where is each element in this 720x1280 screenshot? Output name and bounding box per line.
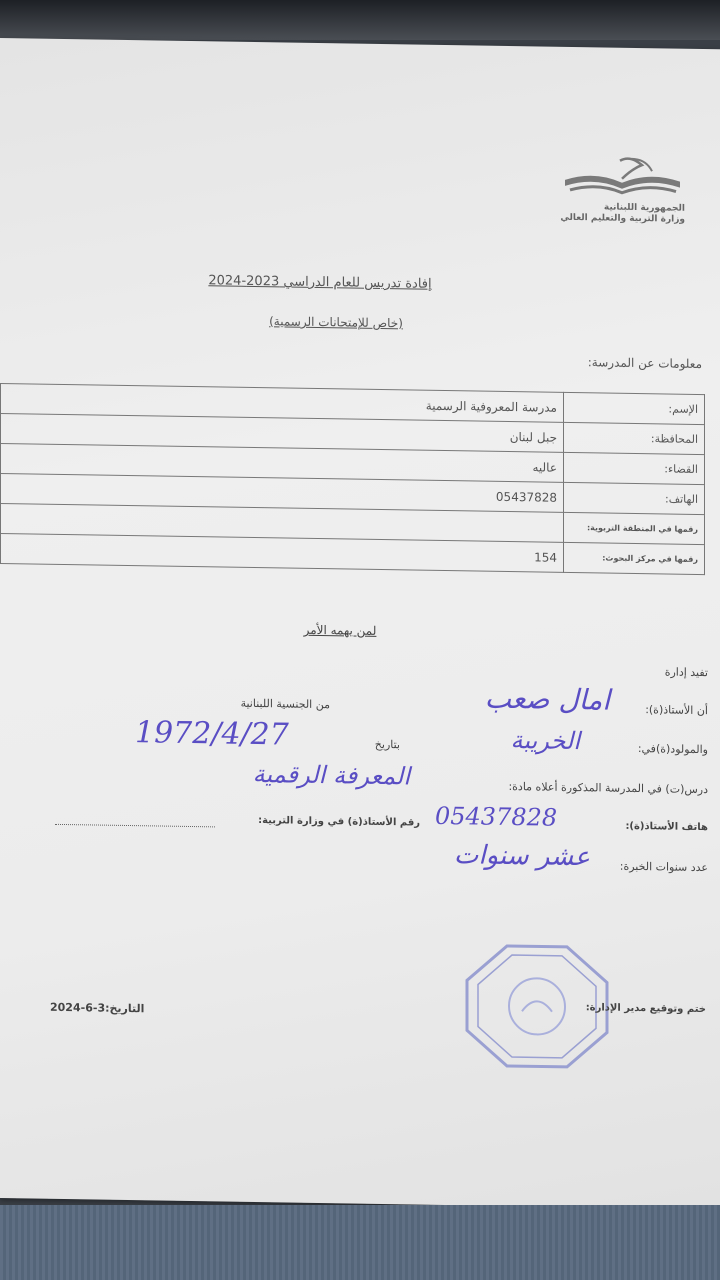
document-page xyxy=(0,38,720,1209)
nationality-text: من الجنسية اللبنانية xyxy=(240,696,330,712)
to-whom-heading: لمن يهمه الأمر xyxy=(303,622,377,638)
ministry-number-field xyxy=(55,824,215,828)
row-value: جبل لبنان xyxy=(1,414,564,453)
background-fabric xyxy=(0,1205,720,1280)
teacher-phone: 05437828 xyxy=(435,801,558,832)
school-info-table xyxy=(0,383,705,575)
background-top xyxy=(0,0,720,40)
subject: المعرفة الرقمية xyxy=(252,759,410,791)
experience-value: عشر سنوات xyxy=(453,840,590,873)
ministry-logo xyxy=(560,152,685,226)
issue-date: التاريخ:3-6-2024 xyxy=(50,1000,145,1016)
signature-label: ختم وتوقيع مدير الإدارة: xyxy=(585,1002,706,1016)
section-title: معلومات عن المدرسة: xyxy=(587,355,702,372)
republic-label: الجمهورية اللبنانية xyxy=(603,202,685,214)
row-value: 154 xyxy=(1,534,564,573)
row-label: المحافظة: xyxy=(564,422,705,454)
ministry-number-label: رقم الأستاذ(ة) في وزارة التربية: xyxy=(258,815,420,829)
row-label: رقمها في المنطقة التربوية: xyxy=(564,512,705,544)
experience-label: عدد سنوات الخبرة: xyxy=(619,859,708,875)
row-value: 05437828 xyxy=(1,474,564,513)
ministry-label: وزارة التربية والتعليم العالي xyxy=(560,212,685,225)
row-value: مدرسة المعروفية الرسمية xyxy=(1,384,564,423)
row-label: القضاء: xyxy=(564,452,705,484)
document-subtitle: (خاص للإمتحانات الرسمية) xyxy=(269,314,403,331)
born-label: والمولود(ة)في: xyxy=(637,742,708,757)
certify-line: تفيد إدارة xyxy=(664,665,708,680)
row-label: الإسم: xyxy=(564,392,705,424)
row-label: رقمها في مركز البحوث: xyxy=(564,542,705,574)
taught-label: درس(ت) في المدرسة المذكورة أعلاه مادة: xyxy=(508,779,708,797)
book-emblem-icon xyxy=(560,152,685,204)
birthdate: 1972/4/27 xyxy=(135,715,289,753)
birthplace: الخريبة xyxy=(510,726,580,756)
teacher-name: امال صعب xyxy=(484,681,610,717)
teacher-label: أن الأستاذ(ة): xyxy=(645,703,708,718)
phone-label: هاتف الأستاذ(ة): xyxy=(625,820,708,834)
row-label: الهاتف: xyxy=(564,482,705,514)
document-title: إفادة تدريس للعام الدراسي 2023-2024 xyxy=(208,273,432,292)
row-value: عاليه xyxy=(1,444,564,483)
date-label: بتاريخ xyxy=(374,737,400,752)
